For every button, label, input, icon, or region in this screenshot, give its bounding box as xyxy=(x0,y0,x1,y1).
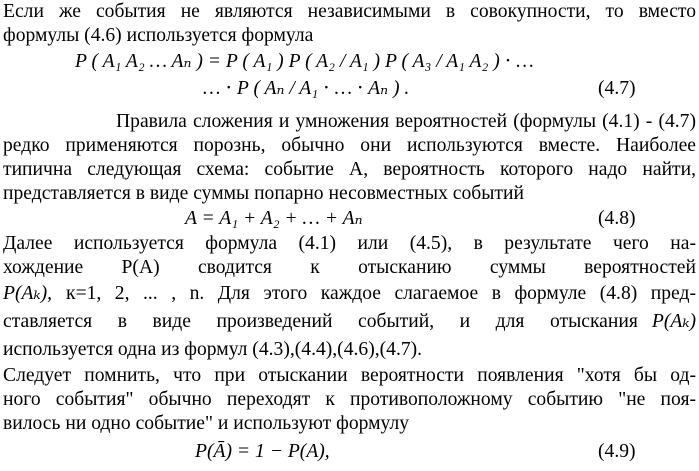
math-p-ak: P(Aₖ), xyxy=(3,283,53,304)
equation-4-7-number: (4.7) xyxy=(598,78,636,99)
word-nakhozhdenie: хождение xyxy=(3,257,84,278)
equation-4-7-row-2: … ⋅ P ( Aₙ / A₁ ⋅ … ⋅ Aₙ ) . xyxy=(203,78,410,99)
equation-4-8-number: (4.8) xyxy=(598,208,636,229)
equation-4-9: P(Ā) = 1 − P(A), xyxy=(195,441,330,462)
paragraph-3-line-3-text: к=1, 2, ... , n. Для этого каждое слагаемое в формуле (4.8) пред- xyxy=(66,283,696,304)
word-svoditsya: сводится xyxy=(197,257,272,278)
paragraph-1-line-1: Если же события не являются независимыми в совокупности, то вместо xyxy=(3,1,696,22)
paragraph-2-line-1: Правила сложения и умножения вероятностей (формулы (4.1) - (4.7) xyxy=(116,111,696,132)
paragraph-3-line-3 xyxy=(3,282,696,306)
paragraph-3-line-2 xyxy=(3,256,696,280)
word-k: к xyxy=(310,257,320,278)
paragraph-2-line-3: типична следующая схема: событие А, вероятность которого надо найти, xyxy=(3,159,696,180)
paragraph-3-line-4 xyxy=(3,310,696,334)
word-otyskaniyu: отысканию xyxy=(358,257,452,278)
word-summy: суммы xyxy=(489,257,546,278)
paragraph-2-line-4: представляется в виде суммы попарно несовместных событий xyxy=(3,183,524,204)
paragraph-4-line-3: вилось ни одно событие" и используют формулу xyxy=(3,413,410,434)
equation-4-7-row-1: P ( A₁ A₂ … Aₙ ) = P ( A₁ ) P ( A₂ / A₁ ) P ( A₃ / A₁ A₂ ) ⋅ … xyxy=(75,51,534,72)
paragraph-4-line-1: Следует помнить, что при отыскании вероятности появления "хотя бы од- xyxy=(3,365,696,386)
equation-4-9-number: (4.9) xyxy=(598,441,636,462)
equation-4-8: A = A₁ + A₂ + … + Aₙ xyxy=(185,208,363,229)
paragraph-3-line-4-text: ставляется в виде произведений событий, и для отыскания xyxy=(3,311,638,332)
word-pa: P(A) xyxy=(121,257,160,278)
paragraph-4-line-2: ного события" обычно переходят к противоположному событию "не поя- xyxy=(3,389,696,410)
math-p-ak-2: P(Aₖ) xyxy=(651,311,696,332)
paragraph-3-line-1: Далее используется формула (4.1) или (4.5), в результате чего на- xyxy=(3,233,696,254)
paragraph-3-line-5: используется одна из формул (4.3),(4.4),(4.6),(4.7). xyxy=(3,339,423,360)
paragraph-2-line-2: редко применяются порознь, обычно они используются вместе. Наиболее xyxy=(3,135,696,156)
word-veroyatnostey: вероятностей xyxy=(584,257,696,278)
paragraph-1-line-2: формулы (4.6) используется формула xyxy=(3,25,314,46)
